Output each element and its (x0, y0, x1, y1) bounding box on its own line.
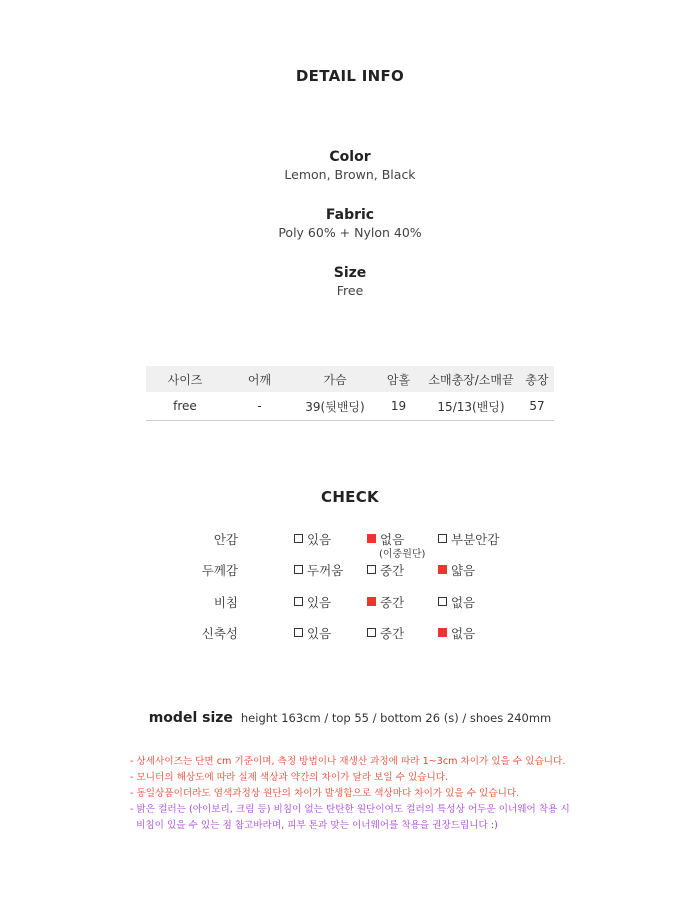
note-line: - 동일상품이더라도 염색과정상 원단의 차이가 발생함으로 색상마다 차이가 있을 수 있습니다. (130, 788, 520, 799)
note-line: - 모니터의 해상도에 따라 실제 색상과 약간의 차이가 달라 보일 수 있습니다. (130, 772, 449, 783)
check-option-label: 두꺼움 (307, 563, 344, 578)
check-option (294, 561, 343, 579)
check-row-label: 비침 (213, 595, 238, 610)
note-line: - 상세사이즈는 단면 cm 기준이며, 측정 방법이나 재생산 과정에 따라 1~3cm 차이가 있을 수 있습니다. (130, 756, 566, 767)
table-cell: 15/13(밴딩) (422, 392, 520, 421)
size-value: Free (336, 283, 364, 298)
table-cell: - (224, 392, 295, 421)
check-row-label: 신축성 (201, 626, 238, 641)
checkbox-icon (367, 565, 376, 574)
table-row (146, 392, 554, 421)
check-option-label: 있음 (307, 626, 332, 641)
check-option-label: 중간 (380, 563, 405, 578)
note-line: 비침이 있을 수 있는 점 참고바라며, 피부 톤과 맞는 이너웨어를 착용을 권장드립니다 :) (130, 820, 498, 831)
table-header-size: 사이즈 (146, 366, 224, 392)
check-option-label: 부분안감 (451, 532, 500, 547)
check-row-lining (0, 530, 700, 560)
table-cell: 19 (375, 392, 422, 421)
check-option (438, 624, 475, 642)
table-cell: 39(뒷밴딩) (295, 392, 375, 421)
check-option (438, 593, 475, 611)
fabric-value: Poly 60% + Nylon 40% (278, 225, 422, 240)
checkbox-icon (294, 628, 303, 637)
note-line: - 밝은 컬러는 (아이보리, 크림 등) 비침이 없는 탄탄한 원단이여도 컬러의 특성상 어두운 이너웨어 착용 시 (130, 804, 570, 815)
check-option (367, 530, 426, 560)
check-option-label: 없음 (451, 626, 476, 641)
checkbox-icon (294, 534, 303, 543)
check-option-sublabel: (이중원단) (379, 549, 426, 560)
checkbox-checked-icon (367, 597, 376, 606)
checkbox-icon (294, 565, 303, 574)
size-label: Size (333, 265, 367, 281)
check-row-sheerness (0, 593, 700, 615)
table-header-sleeve: 소매총장/소매끝 (422, 366, 520, 392)
model-size (0, 707, 700, 726)
table-header-shoulder: 어깨 (224, 366, 295, 392)
check-option (294, 624, 331, 642)
check-option (367, 593, 404, 611)
checkbox-icon (438, 597, 447, 606)
check-title: CHECK (321, 488, 379, 506)
check-option-label: 없음 (451, 595, 476, 610)
size-table-header-row (146, 366, 554, 392)
checkbox-icon (438, 534, 447, 543)
check-option (438, 530, 499, 548)
table-cell: free (146, 392, 224, 421)
table-header-chest: 가슴 (295, 366, 375, 392)
notes (130, 754, 610, 834)
checkbox-icon (367, 628, 376, 637)
model-size-label: model size (148, 710, 233, 726)
checkbox-checked-icon (438, 628, 447, 637)
check-option-label: 없음 (380, 532, 405, 547)
check-option (294, 530, 331, 548)
checkbox-checked-icon (367, 534, 376, 543)
fabric-label: Fabric (325, 207, 375, 223)
check-option (438, 561, 475, 579)
check-option-label: 있음 (307, 532, 332, 547)
size-table (146, 366, 554, 421)
table-cell: 57 (520, 392, 554, 421)
check-option-label: 중간 (380, 595, 405, 610)
page-title: DETAIL INFO (295, 67, 405, 85)
check-option-label: 있음 (307, 595, 332, 610)
check-option-label: 얇음 (451, 563, 476, 578)
check-row-label: 안감 (213, 532, 238, 547)
color-value: Lemon, Brown, Black (284, 167, 416, 182)
checkbox-icon (294, 597, 303, 606)
table-header-length: 총장 (520, 366, 554, 392)
color-label: Color (329, 149, 371, 165)
check-option-label: 중간 (380, 626, 405, 641)
check-row-label: 두께감 (201, 563, 238, 578)
checkbox-checked-icon (438, 565, 447, 574)
model-size-value: height 163cm / top 55 / bottom 26 (s) / shoes 240mm (240, 711, 552, 725)
check-option (294, 593, 331, 611)
check-option (367, 624, 404, 642)
check-row-stretch (0, 624, 700, 646)
check-option (367, 561, 404, 579)
check-row-thickness (0, 561, 700, 583)
table-header-armhole: 암홀 (375, 366, 422, 392)
